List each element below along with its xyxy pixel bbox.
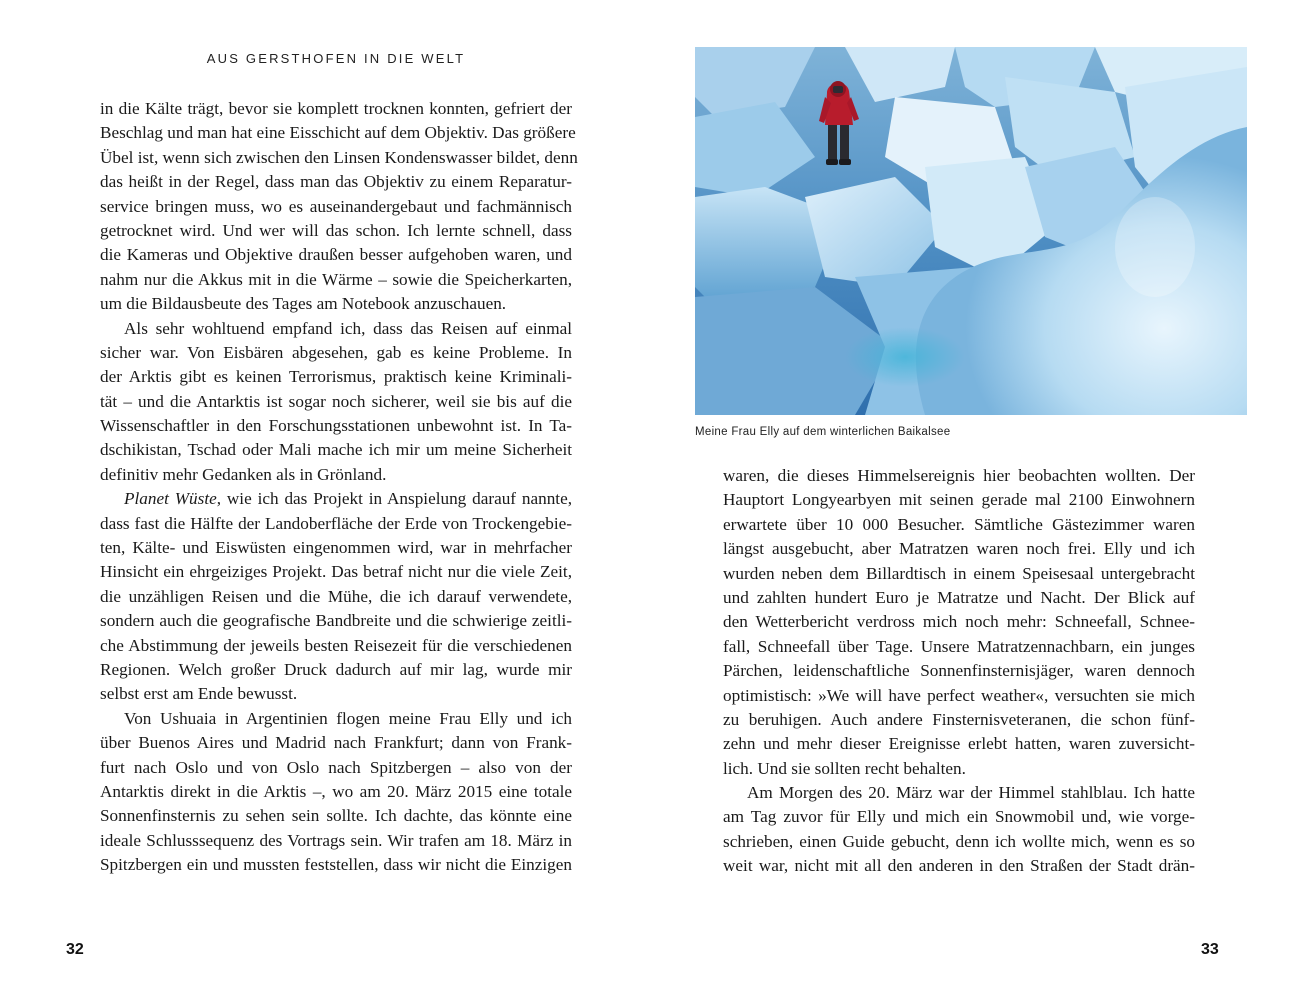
page-number-left: 32 [66, 941, 84, 958]
page-number-right: 33 [1201, 941, 1219, 958]
text-line: nahm nur die Akkus mit in die Wärme – sowie die Speicherkarten, [100, 269, 572, 289]
text-line: längst ausgebucht, aber Matratzen waren noch frei. Elly und ich [723, 539, 1195, 559]
text-line: und zahlten hundert Euro je Matratze und Nacht. Der Blick auf [723, 587, 1195, 607]
text-line: Hauptort Longyearbyen mit seinen gerade mal 2100 Einwohnern [723, 490, 1195, 510]
text-line: in die Kälte trägt, bevor sie komplett trocknen konnten, gefriert der [100, 99, 572, 118]
text-line: tät – und die Antarktis ist sogar noch sicherer, weil sie bis auf die [100, 391, 572, 411]
text-line: am Tag zuvor für Elly und mich ein Snowmobil und, wie vorge- [723, 807, 1195, 827]
text-line: fall, Schneefall über Tage. Unsere Matratzennachbarn, ein junges [723, 636, 1195, 656]
text-line: Pärchen, leidenschaftliche Sonnenfinsternisjäger, waren dennoch [723, 661, 1195, 681]
text-line: die unzähligen Reisen und die Mühe, die ich darauf verwendete, [100, 586, 572, 606]
text-line: um die Bildausbeute des Tages am Notebook anzuschauen. [100, 294, 507, 314]
text-line: Regionen. Welch großer Druck dadurch auf mir lag, wurde mir [100, 659, 572, 679]
text-line: den Wetterbericht verdross mich noch mehr: Schneefall, Schnee- [723, 612, 1195, 632]
text-line: service bringen muss, wo es auseinandergebaut und fachmännisch [100, 196, 572, 216]
left-page [0, 0, 647, 1000]
text-line: Spitzbergen ein und mussten feststellen, dass wir nicht die Einzigen [100, 855, 572, 875]
text-line [100, 487, 572, 511]
text-line: sicher war. Von Eisbären abgesehen, gab es keine Probleme. In [100, 342, 572, 362]
text-line: wurden neben dem Billardtisch in einem Speisesaal untergebracht [723, 563, 1195, 583]
book-title-italic: Planet Wüste [124, 489, 217, 509]
text-line: über Buenos Aires und Madrid nach Frankfurt; dann von Frank- [100, 733, 572, 753]
photo-ice-landscape [695, 47, 1247, 415]
text-line: zu beruhigen. Auch andere Finsternisveteranen, die schon fünf- [723, 709, 1195, 729]
running-head: AUS GERSTHOFEN IN DIE WELT [206, 51, 466, 66]
text-line: Am Morgen des 20. März war der Himmel stahlblau. Ich hatte [747, 783, 1195, 803]
text-line: Übel ist, wenn sich zwischen den Linsen Kondenswasser bildet, denn [100, 147, 578, 167]
body-text-right [723, 464, 1195, 879]
text-line: Von Ushuaia in Argentinien flogen meine Frau Elly und ich [124, 708, 572, 728]
text-line: ten, Kälte- und Eiswüsten eingenommen wird, war in mehrfacher [100, 538, 572, 558]
text-line: Antarktis direkt in die Arktis –, wo am 20. März 2015 eine totale [100, 781, 572, 801]
ice-photo-illustration [695, 47, 1247, 415]
text-line: getrocknet wird. Und wer will das schon. Ich lernte schnell, dass [100, 220, 572, 240]
text-line: die Kameras und Objektive draußen besser aufgehoben waren, und [100, 245, 572, 265]
text-line: ideale Schlusssequenz des Vortrags sein. Wir trafen am 18. März in [100, 830, 572, 850]
text-line: sondern auch die geografische Bandbreite und die schwierige zeitli- [100, 611, 572, 631]
text-line: dass fast die Hälfte der Landoberfläche der Erde von Trockengebie- [100, 513, 572, 533]
text-line: das heißt in der Regel, dass man das Objektiv zu einem Reparatur- [100, 172, 572, 192]
text-line: selbst erst am Ende bewusst. [100, 684, 298, 704]
text-line: zehn und mehr dieser Ereignisse erlebt hatten, waren zuversicht- [723, 734, 1195, 754]
text-line: Sonnenfinsternis zu sehen sein sollte. Ich dachte, das könnte eine [100, 806, 572, 826]
text-line: lich. Und sie sollten recht behalten. [723, 758, 966, 778]
text-line: furt nach Oslo und von Oslo nach Spitzbergen – also von der [100, 757, 572, 777]
photo-caption: Meine Frau Elly auf dem winterlichen Baikalsee [695, 426, 951, 438]
text-line: Als sehr wohltuend empfand ich, dass das Reisen auf einmal [124, 318, 572, 338]
right-page [647, 0, 1295, 1000]
text-line: erwartete über 10 000 Besucher. Sämtliche Gästezimmer waren [723, 514, 1195, 534]
text-line: che Abstimmung der jeweils besten Reisezeit für die verschiedenen [100, 635, 572, 655]
text-line: schrieben, einen Guide gebucht, denn ich wollte mich, wenn es so [723, 831, 1195, 851]
text-line: der Arktis gibt es keinen Terrorismus, praktisch keine Kriminali- [100, 367, 572, 387]
text-fragment: , wie ich das Projekt in Anspielung darauf nannte, [216, 489, 572, 509]
text-line: Hinsicht ein ehrgeiziges Projekt. Das betraf nicht nur die viele Zeit, [100, 562, 572, 582]
text-line: definitiv mehr Gedanken als in Grönland. [100, 464, 387, 484]
text-line: waren, die dieses Himmelsereignis hier beobachten wollten. Der [723, 466, 1195, 485]
text-line: dschikistan, Tschad oder Mali mache ich mir um meine Sicherheit [100, 440, 572, 460]
text-line: Wissenschaftler in den Forschungsstationen unbewohnt ist. In Ta- [100, 416, 572, 436]
text-line: Beschlag und man hat eine Eisschicht auf dem Objektiv. Das größere [100, 123, 576, 143]
text-line: optimistisch: »We will have perfect weather«, versuchten sie mich [723, 685, 1195, 705]
text-line: weit war, nicht mit all den anderen in den Straßen der Stadt drän- [723, 856, 1195, 876]
body-text-left [100, 97, 578, 878]
